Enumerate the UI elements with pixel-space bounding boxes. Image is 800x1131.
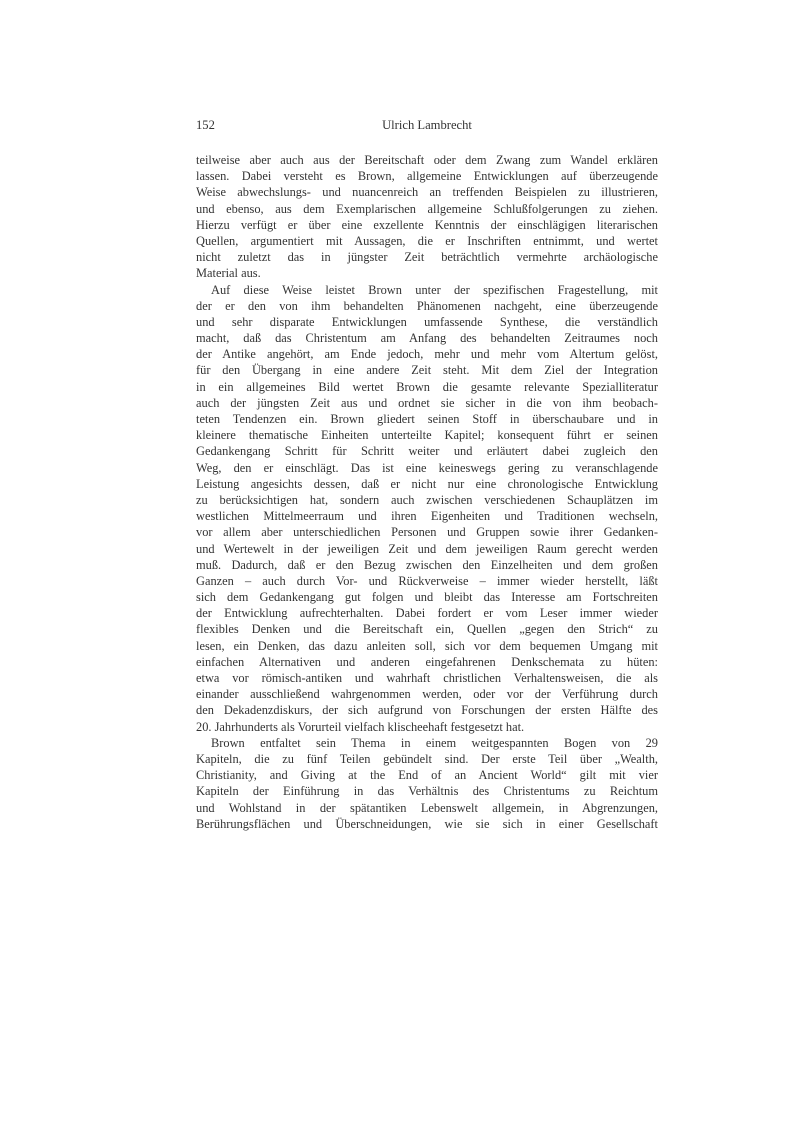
text-line: den Dekadenzdiskurs, der sich aufgrund von Forschungen der ersten Hälfte des [196, 703, 658, 718]
text-line: für den Übergang in eine andere Zeit steht. Mit dem Ziel der Integration [196, 363, 658, 378]
text-line: Gedankengang Schritt für Schritt weiter und erläutert dabei zugleich den [196, 444, 658, 459]
text-line: auch der jüngsten Zeit aus und ordnet sie sicher in die von ihm beobach- [196, 395, 658, 410]
text-line: Auf diese Weise leistet Brown unter der spezifischen Fragestellung, mit [211, 282, 658, 297]
text-line: Christianity, and Giving at the End of an Ancient World“ gilt mit vier [196, 768, 658, 783]
text-line: nicht zuletzt das in jüngster Zeit beträchtlich vermehrte archäologische [196, 250, 658, 265]
text-line: Brown entfaltet sein Thema in einem weitgespannten Bogen von 29 [211, 735, 658, 750]
paragraph [196, 282, 658, 735]
text-line: teten Tendenzen ein. Brown gliedert seinen Stoff in überschaubare und in [196, 412, 658, 426]
text-line: etwa vor römisch-antiken und wahrhaft christlichen Verhaltensweisen, die als [196, 671, 658, 685]
text-line: Kapiteln, die zu fünf Teilen gebündelt sind. Der erste Teil über „Wealth, [196, 751, 658, 766]
text-line: Weg, den er einschlägt. Das ist eine keineswegs gering zu veranschlagende [196, 460, 658, 475]
text-body [196, 152, 658, 832]
text-line: Hierzu verfügt er über eine exzellente Kenntnis der einschlägigen literarischen [196, 217, 658, 232]
text-line: der Antike angehört, am Ende jedoch, mehr und mehr vom Altertum gelöst, [196, 347, 658, 362]
text-line: kleinere thematische Einheiten unterteilte Kapitel; konsequent führt er seinen [196, 428, 658, 443]
text-line: Quellen, argumentiert mit Aussagen, die er Inschriften entnimmt, und wertet [196, 233, 658, 248]
text-line: einander ausschließend wahrgenommen werden, oder vor der Verführung durch [196, 687, 658, 702]
text-line: lassen. Dabei versteht es Brown, allgemeine Entwicklungen auf überzeugende [196, 169, 658, 184]
text-line: vor allem aber unterschiedlichen Personen und Gruppen sowie ihrer Gedanken- [196, 525, 658, 540]
text-line: der Entwicklung aufrechterhalten. Dabei fordert er vom Leser immer wieder [196, 606, 658, 621]
text-line: Leistung angesichts dessen, daß er nicht nur eine chronologische Entwicklung [196, 476, 658, 491]
text-line: Weise abwechslungs- und nuancenreich an treffenden Beispielen zu illustrieren, [196, 185, 658, 200]
text-line: zu berücksichtigen hat, sondern auch zwischen verschiedenen Schauplätzen im [196, 492, 658, 507]
text-line: Berührungsflächen und Überschneidungen, wie sie sich in einer Gesellschaft [196, 816, 658, 831]
text-line: teilweise aber auch aus der Bereitschaft oder dem Zwang zum Wandel erklären [196, 153, 658, 167]
paragraph [196, 735, 658, 832]
text-line: 20. Jahrhunderts als Vorurteil vielfach klischeehaft festgesetzt hat. [196, 719, 525, 734]
text-line: und Wohlstand in der spätantiken Lebenswelt allgemein, in Abgrenzungen, [196, 800, 658, 815]
page-number: 152 [196, 118, 215, 132]
text-line: der er den von ihm behandelten Phänomenen nachgeht, eine überzeugende [196, 298, 658, 313]
text-line: flexibles Denken und die Bereitschaft ein, Quellen „gegen den Strich“ zu [196, 622, 658, 637]
running-title: Ulrich Lambrecht [382, 118, 472, 132]
text-line: und ebenso, aus dem Exemplarischen allgemeine Schlußfolgerungen zu ziehen. [196, 201, 658, 216]
text-line: einfachen Alternativen und anderen eingefahrenen Denkschemata zu hüten: [196, 654, 658, 669]
text-line: muß. Dadurch, daß er den Bezug zwischen den Einzelheiten und dem großen [196, 557, 658, 572]
text-line: und sehr disparate Entwicklungen umfassende Synthese, die verständlich [196, 314, 658, 329]
text-line: sich dem Gedankengang gut folgen und bleibt das Interesse am Fortschreiten [196, 590, 658, 605]
paragraph [196, 152, 658, 282]
text-line: Material aus. [196, 266, 261, 281]
text-line: Kapiteln der Einführung in das Verhältnis des Christentums zu Reichtum [196, 784, 658, 799]
text-line: in ein allgemeines Bild wertet Brown die gesamte relevante Spezialliteratur [196, 379, 658, 394]
text-line: macht, daß das Christentum am Anfang des behandelten Zeitraumes noch [196, 331, 658, 346]
running-header [196, 117, 658, 133]
text-line: westlichen Mittelmeerraum und ihren Eigenheiten und Traditionen wechseln, [196, 509, 658, 524]
text-line: Ganzen – auch durch Vor- und Rückverweise – immer wieder herstellt, läßt [196, 573, 658, 588]
text-line: lesen, ein Denken, das dazu anleiten soll, sich vor dem bequemen Umgang mit [196, 638, 658, 653]
text-line: und Wertewelt in der jeweiligen Zeit und dem jeweiligen Raum gerecht werden [196, 541, 658, 556]
